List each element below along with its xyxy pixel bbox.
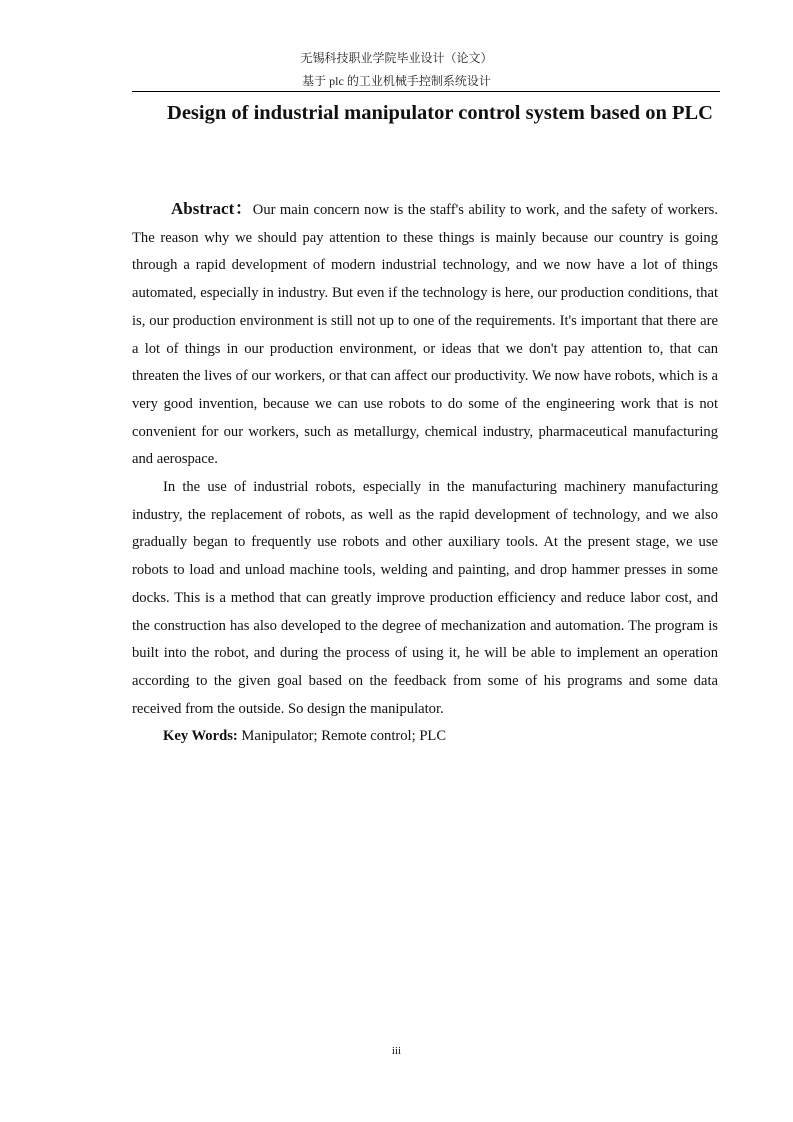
keywords-line <box>132 723 718 751</box>
abstract-label: Abstract： <box>171 199 253 218</box>
keywords-value: Manipulator; Remote control; PLC <box>241 728 447 745</box>
page-number: iii <box>391 1045 402 1057</box>
page-title: Design of industrial manipulator control system based on PLC <box>167 102 713 124</box>
abstract-paragraph-2: In the use of industrial robots, especially in the manufacturing machinery manufacturing industry, the replacement of robots, as well as the rapid development of technology, and we also gradually began to frequently use robots and other auxiliary tools. At the present stage, we use robots to load and unload machine tools, welding and painting, and drop hammer presses in some docks. This is a method that can greatly improve production efficiency and reduce labor cost, and the construction has also developed to the degree of mechanization and automation. The program is built into the robot, and during the process of using it, he will be able to implement an operation according to the given goal based on the feedback from some of his programs and some data received from the outside. So design the manipulator. <box>132 479 718 717</box>
abstract-text-1: Our main concern now is the staff's ability to work, and the safety of workers. The reason why we should pay attention to these things is mainly because our country is going through a rapid development of modern industrial technology, and we now have a lot of things automated, especially in industry. But even if the technology is here, our production conditions, that is, our production environment is still not up to one of the requirements. It's important that there are a lot of things in our production environment, or ideas that we don't pay attention to, that can threaten the lives of our workers, or that can affect our productivity. We now have robots, which is a very good invention, because we can use robots to do some of the engineering work that is not convenient for our workers, such as metallurgy, chemical industry, pharmaceutical manufacturing and aerospace. <box>132 202 719 468</box>
header-school-thesis: 无锡科技职业学院毕业设计（论文） <box>300 51 493 65</box>
header-divider <box>132 91 720 92</box>
header-thesis-topic: 基于 plc 的工业机械手控制系统设计 <box>302 74 491 88</box>
abstract-paragraph-1 <box>132 195 718 474</box>
abstract-section <box>132 195 718 751</box>
keywords-label: Key Words: <box>163 728 238 745</box>
